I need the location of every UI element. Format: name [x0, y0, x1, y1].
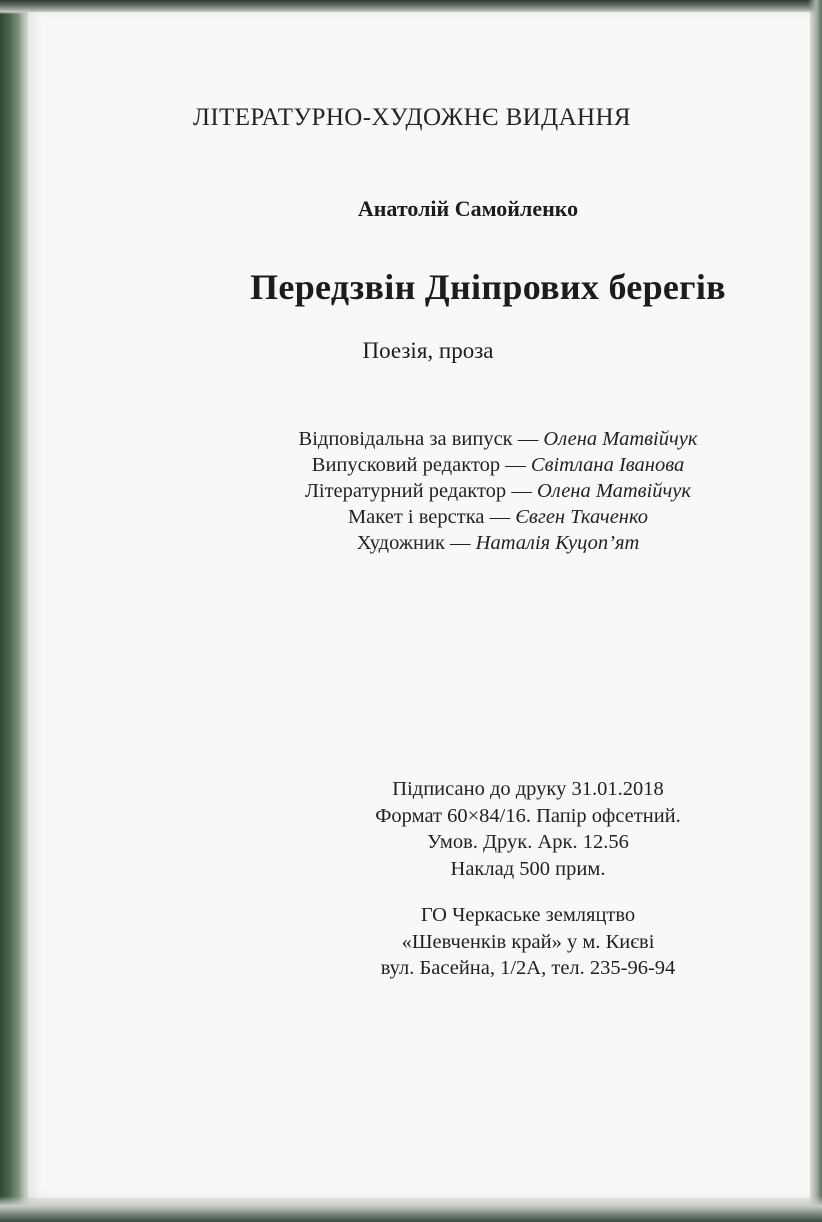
publisher-line: вул. Басейна, 1/2А, тел. 235-96-94 [380, 957, 676, 979]
credits-block [208, 426, 788, 556]
credit-line [208, 530, 788, 556]
credit-role: Літературний редактор [305, 480, 507, 502]
credit-role: Макет і верстка [347, 506, 485, 528]
credit-separator: — [506, 480, 537, 502]
print-detail-line: Підписано до друку 31.01.2018 [392, 778, 664, 800]
publisher-line: «Шевченків край» у м. Києві [401, 930, 655, 953]
credit-person: Олена Матвійчук [536, 480, 691, 502]
credit-separator: — [484, 506, 516, 528]
credit-separator: — [444, 532, 476, 554]
credit-person: Світлана Іванова [530, 454, 685, 476]
print-details-block [268, 776, 788, 882]
print-detail-line: Формат 60×84/16. Папір офсетний. [375, 804, 681, 827]
credit-person: Євген Ткаченко [515, 506, 649, 528]
credit-role: Художник [356, 532, 445, 554]
credit-line [208, 426, 788, 452]
credit-line [208, 504, 788, 530]
credit-role: Випусковий редактор [311, 454, 501, 476]
book-page [28, 12, 810, 1198]
credit-separator: — [512, 428, 544, 450]
publisher-line: ГО Черкаське земляцтво [420, 904, 636, 926]
print-detail-line: Наклад 500 прим. [450, 857, 606, 880]
credit-role: Відповідальна за випуск [298, 428, 513, 450]
credit-person: Наталія Куцоп’ят [475, 532, 640, 554]
scan-right-edge [808, 0, 822, 1222]
credit-person: Олена Матвійчук [543, 428, 698, 450]
author-name: Анатолій Самойленко [357, 196, 579, 221]
book-title: Передзвін Дніпрових берегів [250, 267, 726, 307]
publisher-block [268, 902, 788, 982]
print-detail-line: Умов. Друк. Арк. 12.56 [427, 831, 629, 853]
credit-line [208, 478, 788, 504]
series-label: ЛІТЕРАТУРНО-ХУДОЖНЄ ВИДАННЯ [192, 104, 632, 131]
credit-line [208, 452, 788, 478]
scan-bottom-edge [0, 1196, 822, 1222]
book-genre: Поезія, проза [362, 338, 494, 363]
credit-separator: — [500, 454, 531, 476]
